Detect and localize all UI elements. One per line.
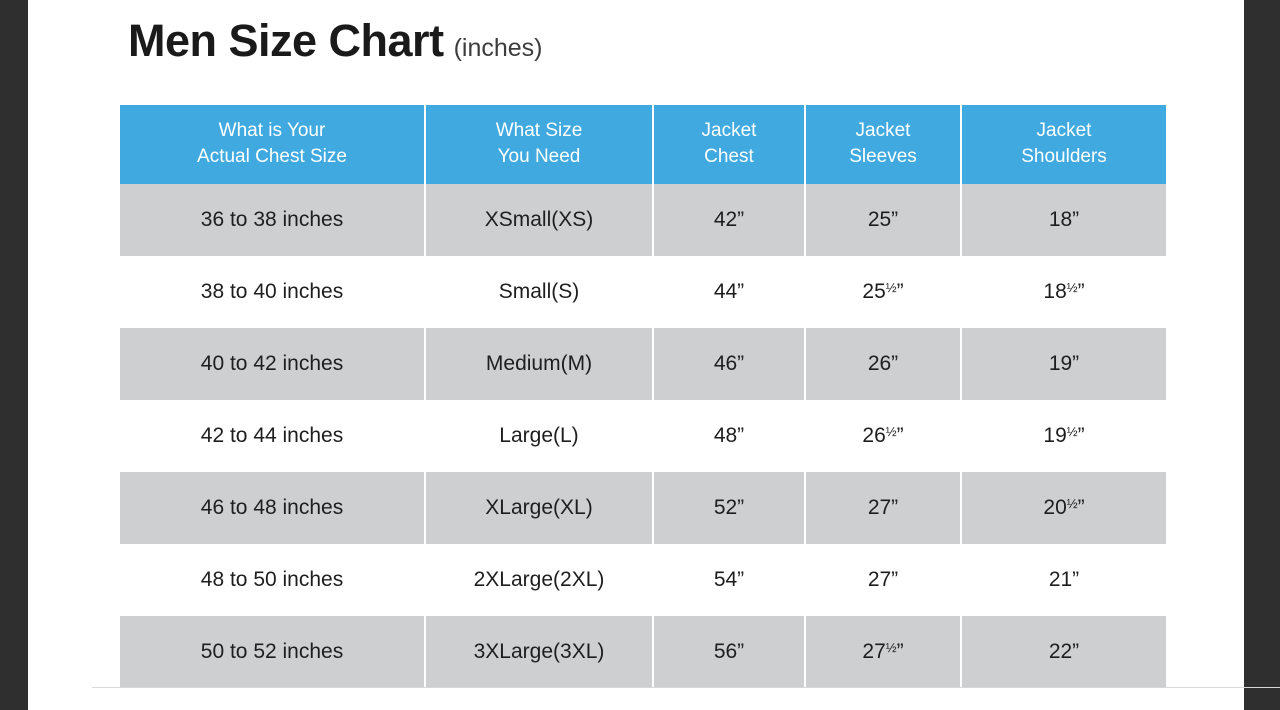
cell-jacket-shoulders: 22” [962,616,1166,688]
cell-jacket-chest: 56” [654,616,806,688]
cell-actual-chest: 50 to 52 inches [120,616,426,688]
cell-jacket-sleeves: $25^{\frac{1}{2}}$” [806,256,962,328]
size-chart-table [120,105,1166,688]
cell-jacket-shoulders: 21” [962,544,1166,616]
cell-size-needed: Medium(M) [426,328,654,400]
table-body [120,184,1166,688]
right-gutter [1244,0,1280,710]
cell-size-needed: 3XLarge(3XL) [426,616,654,688]
header-line-2: Shoulders [1021,145,1107,167]
cell-jacket-shoulders: $18^{\frac{1}{2}}$” [962,256,1166,328]
cell-jacket-shoulders: $19^{\frac{1}{2}}$” [962,400,1166,472]
cell-actual-chest: 46 to 48 inches [120,472,426,544]
table-row [120,184,1166,256]
cell-jacket-chest: 44” [654,256,806,328]
cell-jacket-chest: 42” [654,184,806,256]
cell-actual-chest: 48 to 50 inches [120,544,426,616]
cell-actual-chest: 42 to 44 inches [120,400,426,472]
table-row [120,328,1166,400]
table-row [120,400,1166,472]
cell-jacket-sleeves: $26^{\frac{1}{2}}$” [806,400,962,472]
header-line-1: Jacket [701,120,757,141]
title-units: (inches) [453,34,543,62]
header-line-2: You Need [497,145,581,167]
slide-canvas [28,0,1244,710]
table-row [120,472,1166,544]
cell-size-needed: XLarge(XL) [426,472,654,544]
cell-size-needed: 2XLarge(2XL) [426,544,654,616]
header-line-1: What is Your [218,120,326,141]
column-header-jacket-shoulders [962,105,1166,184]
cell-size-needed: Small(S) [426,256,654,328]
table-row [120,616,1166,688]
table-header-row [120,105,1166,184]
cell-jacket-shoulders: 19” [962,328,1166,400]
header-line-2: Sleeves [849,145,917,167]
cell-jacket-shoulders: $20^{\frac{1}{2}}$” [962,472,1166,544]
left-gutter [0,0,28,710]
table-row [120,544,1166,616]
cell-jacket-sleeves: 27” [806,544,962,616]
page-title [128,15,543,66]
cell-jacket-shoulders: 18” [962,184,1166,256]
table-row [120,256,1166,328]
column-header-actual-chest-size [120,105,426,184]
header-line-1: Jacket [1036,120,1092,141]
column-header-jacket-sleeves [806,105,962,184]
cell-size-needed: Large(L) [426,400,654,472]
cell-jacket-chest: 46” [654,328,806,400]
column-header-jacket-chest [654,105,806,184]
header-line-2: Chest [704,145,754,167]
cell-actual-chest: 36 to 38 inches [120,184,426,256]
cell-jacket-chest: 52” [654,472,806,544]
header-line-1: Jacket [855,120,911,141]
header-line-2: Actual Chest Size [197,145,347,167]
cell-jacket-sleeves: $27^{\frac{1}{2}}$” [806,616,962,688]
cell-jacket-sleeves: 27” [806,472,962,544]
header-line-1: What Size [495,120,583,141]
cell-actual-chest: 38 to 40 inches [120,256,426,328]
cell-jacket-sleeves: 26” [806,328,962,400]
slide-content [92,0,1208,710]
cell-jacket-chest: 54” [654,544,806,616]
cell-jacket-chest: 48” [654,400,806,472]
title-text: Men Size Chart [128,15,444,66]
column-header-size-you-need [426,105,654,184]
cell-jacket-sleeves: 25” [806,184,962,256]
cell-size-needed: XSmall(XS) [426,184,654,256]
footer-divider [92,687,1280,688]
cell-actual-chest: 40 to 42 inches [120,328,426,400]
